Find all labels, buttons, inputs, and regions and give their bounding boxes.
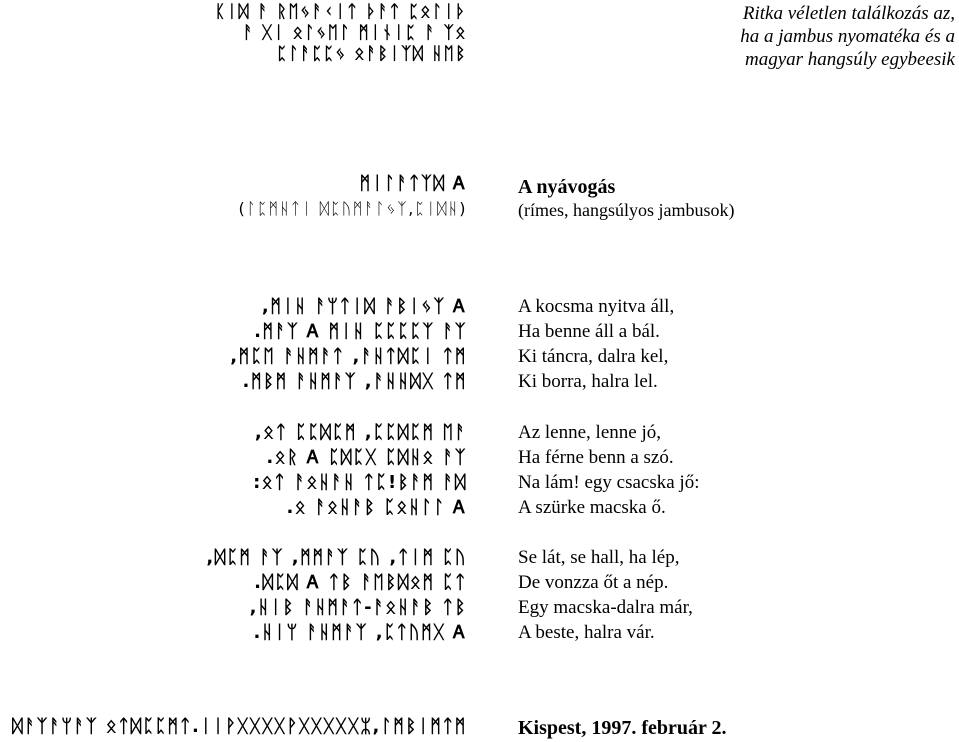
latin-intro <box>740 2 955 71</box>
runic-verse-line: ,ᛗᛈᛖ ᚨᚺᛗᚨᛏ ,ᚨᚺᛏᛞᛈᛁ ᛏᛗ <box>230 346 467 367</box>
verse-line: Se lát, se hall, ha lép, <box>518 547 680 568</box>
verse-line: Ha férne benn a szó. <box>518 447 674 468</box>
verse-line: Na lám! egy csacska jő: <box>518 472 700 493</box>
latin-intro-line: magyar hangsúly egybeesik <box>745 49 955 70</box>
runic-intro-line: ᚨ ᚷᛁ ᛟᛚᛃᛖᛚ ᛗᛁᚾᛁᛈ ᚨ ᛉᛟ <box>242 23 467 43</box>
runic-stanza-3 <box>206 545 467 645</box>
runic-intro-line: ᛕᛁᛞ ᚨ ᚱᛖᛃᚨᚲᛁᛏ ᚦᚨᛏ ᛈᛟᛚᛁᚦ <box>215 2 467 22</box>
verse-line: Ki táncra, dalra kel, <box>518 346 669 367</box>
verse-line: Ha benne áll a bál. <box>518 321 660 342</box>
latin-stanza-2 <box>518 420 699 520</box>
runic-subtitle: (ᛚᛈᛗᚺᛏᛁ ᛞᛈᚢᛗᚨᛚᛃᛉ,ᛈᛁᛞᚺ) <box>238 199 467 218</box>
verse-line: Egy macska-dalra már, <box>518 597 693 618</box>
runic-verse-line: .ᛟᚱ Ꭺ ᛈᛞᛈᚷ ᛈᛞᚺᛟ ᚨᛉ <box>266 447 467 468</box>
verse-line: A beste, halra vár. <box>518 622 655 643</box>
runic-verse-line: .ᛟ ᚨᛟᚺᚨᛒ ᛈᛟᚺᛚᛚ Ꭺ <box>286 497 467 518</box>
latin-intro-line: Ritka véletlen találkozás az, <box>742 3 955 24</box>
runic-intro <box>215 2 467 65</box>
runic-verse-line: .ᛞᛈᛞ Ꭺ ᛏᛒ ᚨᛖᛒᛞᛟᛗ ᛈᛏ <box>254 572 467 593</box>
runic-stanza-2 <box>253 420 467 520</box>
verse-line: Az lenne, lenne jó, <box>518 422 661 443</box>
verse-line: De vonzza őt a nép. <box>518 572 669 593</box>
latin-stanza-3 <box>518 545 693 645</box>
runic-intro-line: ᛈᛚᚨᛈᛈᛃ ᛟᚨᛒᛁᛉᛞ ᚺᛖᛒ <box>276 44 467 64</box>
verse-line: Ki borra, halra lel. <box>518 371 658 392</box>
latin-intro-line: ha a jambus nyomatéka és a <box>740 26 955 47</box>
poem-subtitle: (rímes, hangsúlyos jambusok) <box>518 200 735 220</box>
latin-stanza-1 <box>518 294 674 394</box>
runic-verse-line: :ᛟᛏ ᚨᛟᚺᚨᚺ ᛏᛈ!ᛒᚨᛗ ᚨᛞ <box>253 472 467 493</box>
runic-verse-line: ,ᛟᛏ ᛈᛈᛞᛈᛗ ,ᛈᛈᛞᛈᛗ ᛖᚨ <box>254 422 467 443</box>
runic-verse-line: ,ᚺᛁᛒ ᚨᚺᛗᚨᛏ-ᚨᛟᚺᚨᛒ ᛏᛒ <box>249 597 467 618</box>
runic-verse-line: ,ᛗᛁᚺ ᚨᛘᛏᛁᛞ ᚨᛒᛁᛃᛉ Ꭺ <box>261 296 467 317</box>
runic-stanza-1 <box>230 294 467 394</box>
runic-date-line: ᛞᚨᛉᚨᛘᚨᛉ ᛟᛏᛞᛈᛈᛗᛏ.ᛁᛁᚹᚷᚷᚷᚷᚹᚷᚷᚷᚷᚷᛯ,ᛚᛗᛒᛁᛗᛏᛗ <box>12 716 467 737</box>
runic-verse-line: .ᛗᚨᛉ Ꭺ ᛗᛁᚺ ᛈᛈᛈᛈᛉ ᚨᛉ <box>254 321 467 342</box>
verse-line: A kocsma nyitva áll, <box>518 296 675 317</box>
runic-verse-line: .ᚺᛁᛘ ᚨᚺᛗᚨᛉ ,ᛈᛏᚢᛗᚷ Ꭺ <box>253 622 467 643</box>
date-line: Kispest, 1997. február 2. <box>518 717 727 739</box>
runic-title: ᛗᛁᛚᚨᛏᛉᛞ Ꭺ <box>359 173 467 194</box>
runic-verse-line: .ᛗᛒᛗ ᚨᚺᛗᚨᛉ ,ᚨᚺᚺᛞᚷ ᛏᛗ <box>242 371 467 392</box>
poem-title: A nyávogás <box>518 176 616 198</box>
verse-line: A szürke macska ő. <box>518 497 666 518</box>
runic-verse-line: ,ᛞᛈᛗ ᚨᛉ ,ᛗᛗᚨᛉ ᛈᚢ ,ᛏᛁᛗ ᛈᚢ <box>206 547 467 568</box>
